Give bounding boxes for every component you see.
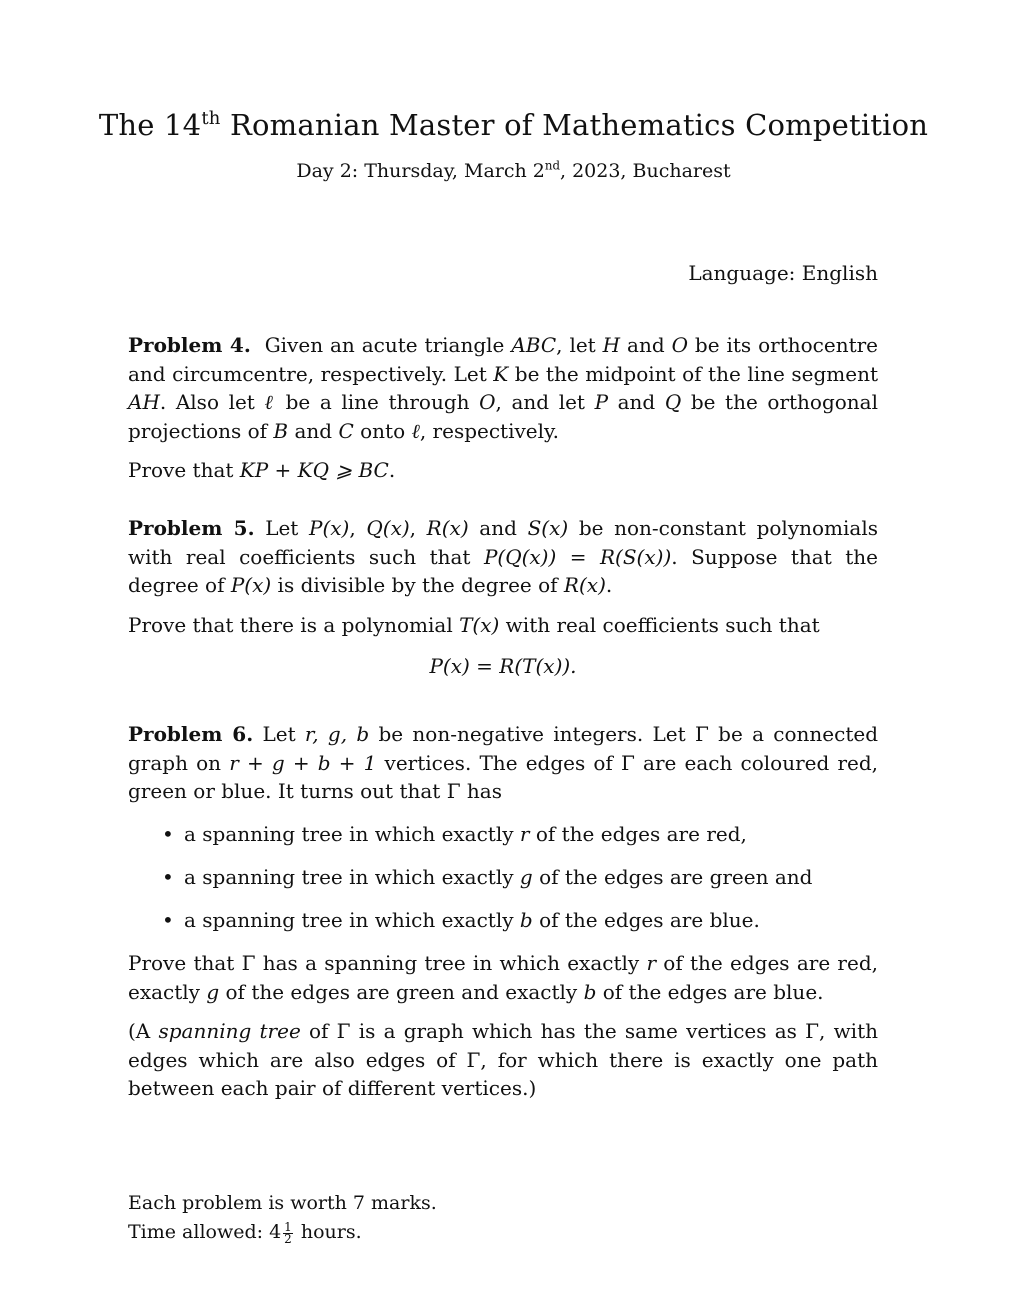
language-label: Language: English xyxy=(688,261,878,285)
problem-5-display-equation: P(x) = R(T(x)). xyxy=(429,654,577,678)
problem-5-statement: Problem 5. Let P(x), Q(x), R(x) and S(x) be non-constant polynomials with real coefficients such that P(Q(x)) = R(S(x)). Suppose that the degree of P(x) is divisible by the degree of R(x). xyxy=(128,516,878,597)
problem-4-label: Problem 4. xyxy=(128,333,251,357)
bullet-item: • a spanning tree in which exactly g of the edges are green and xyxy=(128,863,878,906)
problem-5-label: Problem 5. xyxy=(128,516,255,540)
marks-note: Each problem is worth 7 marks. xyxy=(128,1192,437,1214)
problem-6-definition-note: (A spanning tree of Γ is a graph which has the same vertices as Γ, with edges which are also edges of Γ, for which there is exactly one path between each pair of different vertices.) xyxy=(128,1019,878,1100)
bullet-item: • a spanning tree in which exactly r of the edges are red, xyxy=(128,820,878,863)
problem-5-task: Prove that there is a polynomial T(x) with real coefficients such that xyxy=(128,613,820,637)
time-allowed-note: Time allowed: 4 $\frac{1}{2}$ hours. xyxy=(128,1220,362,1247)
page-title: The 14th Romanian Master of Mathematics Competition xyxy=(98,107,929,142)
half-fraction: $\frac{1}{2}$ xyxy=(284,1220,292,1247)
problem-4-task: Prove that KP + KQ ⩾ BC. xyxy=(128,458,396,482)
page-subtitle: Day 2: Thursday, March 2nd, 2023, Bucharest xyxy=(296,158,731,182)
problem-6-statement: Problem 6. Let r, g, b be non-negative integers. Let Γ be a connected graph on r + g + b + 1 vertices. The edges of Γ are each coloured red, green or blue. It turns out that Γ has xyxy=(128,722,879,803)
problem-6-bullet-list xyxy=(128,820,878,949)
problem-4-statement: Problem 4. Given an acute triangle ABC, let H and O be its orthocentre and circumcentre, respectively. Let K be the midpoint of the line segment AH. Also let ℓ be a line through O, and let P and Q be the orthogonal projections of B and C onto ℓ, respectively. xyxy=(128,333,879,443)
problem-6-label: Problem 6. xyxy=(128,722,254,746)
bullet-item: • a spanning tree in which exactly b of the edges are blue. xyxy=(128,906,878,949)
problem-6-task: Prove that Γ has a spanning tree in which exactly r of the edges are red, exactly g of the edges are green and exactly b of the edges are blue. xyxy=(128,951,878,1004)
